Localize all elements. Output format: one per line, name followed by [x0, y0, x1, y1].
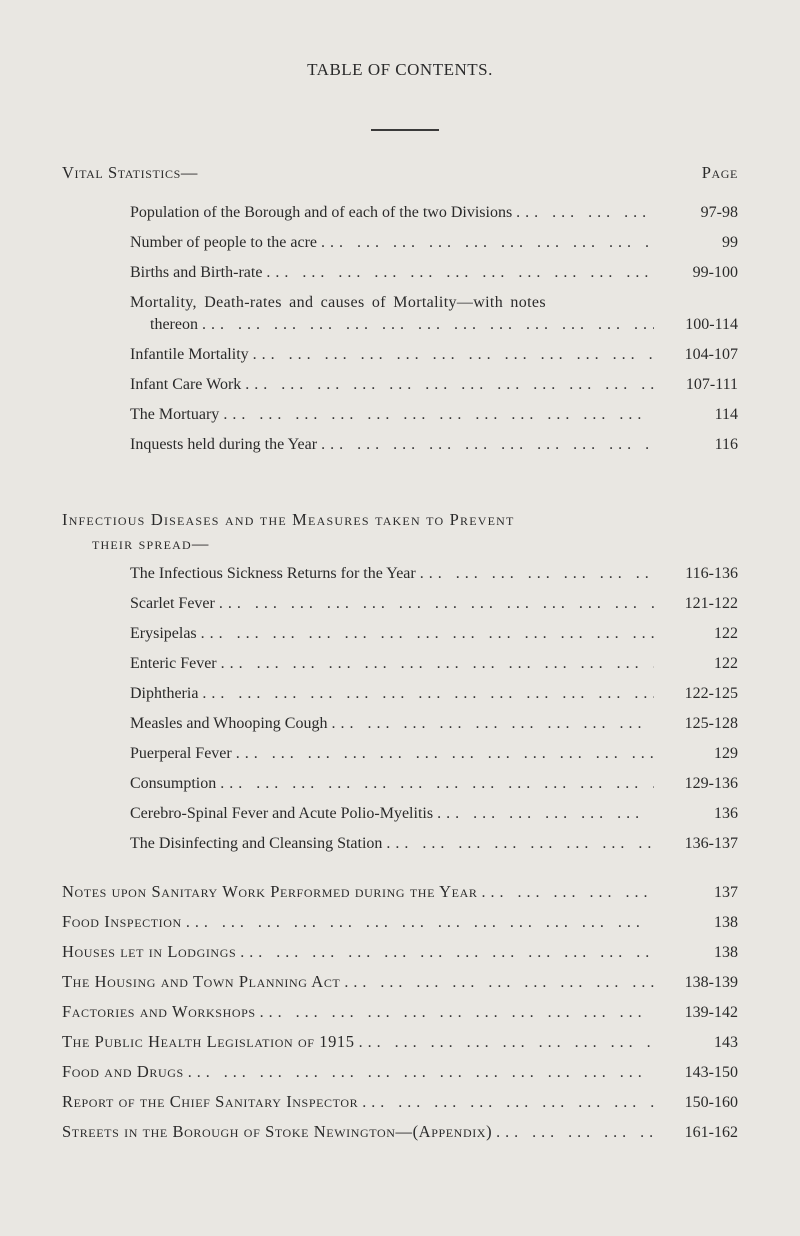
toc-entry-page: 104-107	[684, 346, 738, 363]
toc-entry-page: 138-139	[684, 974, 738, 991]
toc-entry-label: Houses let in Lodgings	[62, 942, 237, 961]
leader-dots	[516, 204, 654, 222]
toc-entry[interactable]	[130, 595, 738, 617]
toc-entry-page: 114	[714, 406, 738, 423]
toc-entry-label: Infant Care Work	[130, 376, 242, 393]
toc-entry-page: 129-136	[684, 775, 738, 792]
toc-entry-label: The Housing and Town Planning Act	[62, 972, 341, 991]
toc-entry-page: 161-162	[684, 1124, 738, 1141]
toc-entry-page: 116	[714, 436, 738, 453]
leader-dots	[219, 595, 654, 613]
toc-entry[interactable]	[130, 655, 738, 677]
toc-entry-page: 136	[714, 805, 738, 822]
leader-dots	[236, 745, 654, 763]
toc-entry-page: 150-160	[684, 1094, 738, 1111]
toc-entry[interactable]	[130, 346, 738, 368]
leader-dots	[496, 1124, 654, 1142]
toc-section-entry[interactable]	[62, 972, 738, 994]
toc-entry-label-line1: Mortality, Death-rates and causes of Mortality—with notes	[130, 294, 546, 311]
leader-dots	[344, 974, 654, 992]
toc-entry-page: 100-114	[685, 316, 738, 333]
toc-section-entry[interactable]	[62, 882, 738, 904]
leader-dots	[240, 944, 654, 962]
toc-entry-page: 125-128	[684, 715, 738, 732]
leader-dots	[386, 835, 654, 853]
page-title: TABLE OF CONTENTS.	[307, 60, 493, 79]
toc-entry-page: 122	[714, 625, 738, 642]
toc-entry-label: Number of people to the acre	[130, 234, 318, 251]
leader-dots	[437, 805, 654, 823]
leader-dots	[188, 1064, 654, 1082]
toc-section-entry[interactable]	[62, 1032, 738, 1054]
toc-entry[interactable]	[130, 376, 738, 398]
toc-entry-line1	[130, 294, 738, 316]
toc-entry[interactable]	[130, 565, 738, 587]
page-column-label: Page	[701, 163, 738, 182]
infectious-diseases-heading: Infectious Diseases and the Measures taken to Prevent	[62, 510, 515, 529]
leader-dots	[359, 1034, 654, 1052]
leader-dots	[220, 775, 654, 793]
toc-entry-page: 122	[714, 655, 738, 672]
toc-entry-label: Factories and Workshops	[62, 1002, 256, 1021]
leader-dots	[266, 264, 654, 282]
toc-entry-label: Report of the Chief Sanitary Inspector	[62, 1092, 359, 1111]
toc-entry-page: 129	[714, 745, 738, 762]
toc-entry-label: The Public Health Legislation of 1915	[62, 1032, 355, 1051]
toc-entry-label: thereon	[150, 316, 198, 333]
toc-entry[interactable]	[130, 745, 738, 767]
toc-entry-label: Diphtheria	[130, 685, 199, 702]
toc-entry-label: Enteric Fever	[130, 655, 217, 672]
leader-dots	[221, 655, 654, 673]
vital-statistics-heading: Vital Statistics—	[62, 163, 198, 182]
toc-entry-label: Infantile Mortality	[130, 346, 249, 363]
leader-dots	[321, 436, 654, 454]
toc-entry-page: 97-98	[700, 204, 738, 221]
leader-dots	[481, 884, 654, 902]
toc-entry[interactable]	[130, 685, 738, 707]
toc-entry[interactable]	[130, 406, 738, 428]
toc-entry-page: 116-136	[685, 565, 738, 582]
toc-entry[interactable]	[130, 264, 738, 286]
leader-dots	[321, 234, 654, 252]
toc-entry-page: 99	[722, 234, 738, 251]
toc-entry-label: Consumption	[130, 775, 217, 792]
leader-dots	[253, 346, 654, 364]
toc-entry[interactable]	[130, 436, 738, 458]
leader-dots	[362, 1094, 654, 1112]
toc-entry-label: The Disinfecting and Cleansing Station	[130, 835, 383, 852]
toc-section-entry[interactable]	[62, 1062, 738, 1084]
toc-entry-page: 139-142	[684, 1004, 738, 1021]
toc-entry-label: Cerebro-Spinal Fever and Acute Polio-Myelitis	[130, 805, 434, 822]
toc-section-entry[interactable]	[62, 912, 738, 934]
toc-entry[interactable]	[130, 775, 738, 797]
toc-entry[interactable]	[130, 715, 738, 737]
toc-entry-label: Inquests held during the Year	[130, 436, 318, 453]
toc-entry-page: 143	[714, 1034, 738, 1051]
toc-entry-page: 107-111	[685, 376, 738, 393]
toc-entry[interactable]	[130, 835, 738, 857]
toc-entry-page: 143-150	[684, 1064, 738, 1081]
toc-entry-page: 121-122	[684, 595, 738, 612]
toc-entry-page: 99-100	[692, 264, 738, 281]
toc-entry-label: Scarlet Fever	[130, 595, 215, 612]
leader-dots	[331, 715, 654, 733]
leader-dots	[186, 914, 654, 932]
toc-entry-label: Measles and Whooping Cough	[130, 715, 328, 732]
toc-section-entry[interactable]	[62, 1092, 738, 1114]
toc-entry-label: Births and Birth-rate	[130, 264, 263, 281]
leader-dots	[202, 316, 654, 334]
toc-entry[interactable]	[130, 204, 738, 226]
leader-dots	[202, 685, 654, 703]
infectious-diseases-heading-line2: their spread—	[92, 534, 210, 553]
leader-dots	[260, 1004, 654, 1022]
toc-entry-label: Puerperal Fever	[130, 745, 232, 762]
toc-section-entry[interactable]	[62, 1002, 738, 1024]
toc-entry[interactable]	[150, 316, 738, 338]
toc-entry-page: 138	[714, 944, 738, 961]
leader-dots	[420, 565, 654, 583]
toc-section-entry[interactable]	[62, 942, 738, 964]
toc-entry-label: Erysipelas	[130, 625, 197, 642]
toc-entry-page: 136-137	[684, 835, 738, 852]
toc-entry-page: 138	[714, 914, 738, 931]
toc-entry[interactable]	[130, 234, 738, 256]
toc-section-entry[interactable]	[62, 1122, 738, 1144]
toc-entry-page: 122-125	[684, 685, 738, 702]
leader-dots	[245, 376, 654, 394]
toc-entry-page: 137	[714, 884, 738, 901]
toc-entry[interactable]	[130, 625, 738, 647]
toc-entry-label: Population of the Borough and of each of the two Divisions	[130, 204, 513, 221]
toc-entry-label: Food Inspection	[62, 912, 182, 931]
title-rule	[371, 129, 439, 131]
toc-entry-label: The Mortuary	[130, 406, 220, 423]
toc-entry-label: Notes upon Sanitary Work Performed during the Year	[62, 882, 478, 901]
toc-entry-label: Streets in the Borough of Stoke Newington—(Appendix)	[62, 1122, 493, 1141]
toc-entry-label: Food and Drugs	[62, 1062, 184, 1081]
toc-entry-label: The Infectious Sickness Returns for the Year	[130, 565, 416, 582]
toc-entry[interactable]	[130, 805, 738, 827]
leader-dots	[201, 625, 654, 643]
leader-dots	[223, 406, 654, 424]
